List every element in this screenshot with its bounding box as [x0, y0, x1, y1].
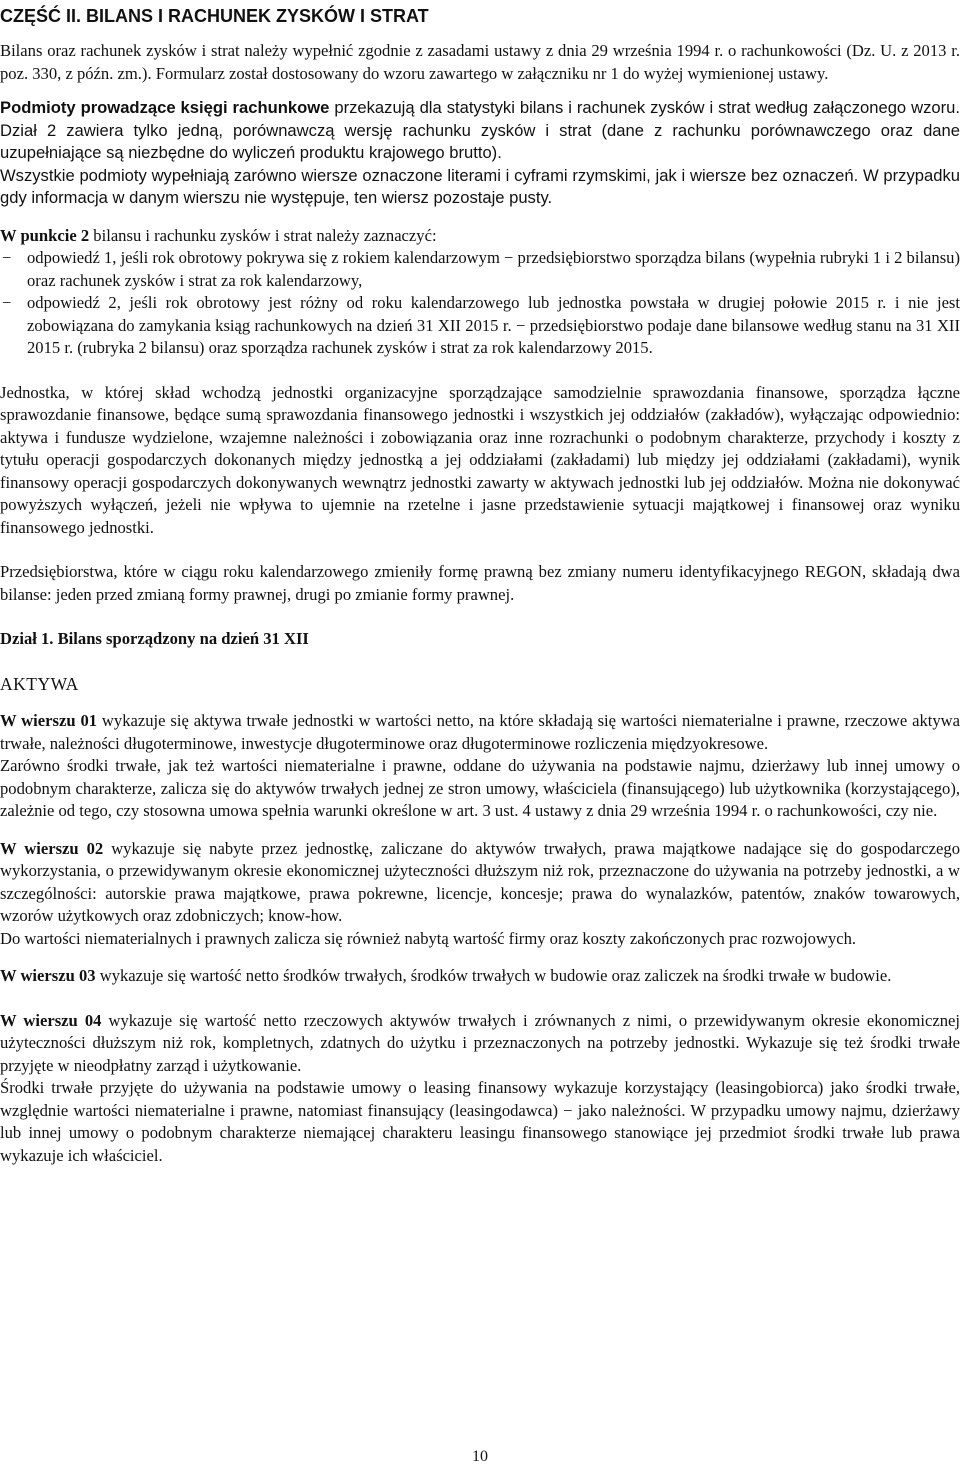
- row02-text: wykazuje się nabyte przez jednostkę, zaliczane do aktywów trwałych, prawa majątkowe nadające się do gospodarczego wykorzystania, o przewidywanym okresie ekonomicznej użyteczności dłuższym niż rok, przeznaczone do używania na potrzeby jednostki, a w szczególności: autorskie prawa majątkowe, prawa pokrewne, licencje, koncesje; prawa do wynalazków, patentów, znaków towarowych, wzorów użytkowych oraz zdobniczych; know-how.: [0, 838, 960, 925]
- row04-lead: W wierszu 04: [0, 1010, 102, 1030]
- reporting-lead: Podmioty prowadzące księgi rachunkowe: [0, 98, 330, 117]
- page-title: CZĘŚĆ II. BILANS I RACHUNEK ZYSKÓW I STRAT: [0, 6, 429, 26]
- row04-text: wykazuje się wartość netto rzeczowych aktywów trwałych i zrównanych z nimi, o przewidywanym okresie ekonomicznej użyteczności dłuższym niż rok, kompletnych, zdatnych do użytku i przeznaczonych na potrzeby jednostki. Wykazuje się też środki trwałe przyjęte w nieodpłatny zarząd i użytkowanie.: [0, 1010, 960, 1075]
- point2-paragraph: [0, 225, 960, 248]
- section-heading: Dział 1. Bilans sporządzony na dzień 31 XII: [0, 629, 309, 648]
- dash-bullet-icon: −: [2, 248, 12, 267]
- reporting-sans-text: przekazują dla statystyki bilans i rachunek zysków i strat według załączonego wzoru.: [329, 98, 960, 117]
- row01-paragraph: [0, 710, 960, 755]
- answer-list: [0, 247, 960, 360]
- legal-form-paragraph: Przedsiębiorstwa, które w ciągu roku kalendarzowego zmieniły formę prawną bez zmiany numeru identyfikacyjnego REGON, składają dwa bilanse: jeden przed zmianą formy prawnej, drugi po zmianie formy prawnej.: [0, 562, 960, 604]
- list-item-text: odpowiedź 1, jeśli rok obrotowy pokrywa się z rokiem kalendarzowym − przedsiębiorstwo sporządza bilans (wypełnia rubryki 1 i 2 bilansu) oraz rachunek zysków i strat za rok kalendarzowy,: [27, 248, 960, 290]
- row04-paragraph: [0, 1010, 960, 1078]
- row02-lead: W wierszu 02: [0, 838, 104, 858]
- row04-paragraph-2: Środki trwałe przyjęte do używania na podstawie umowy o leasing finansowy wykazuje korzystający (leasingobiorca) jako środki trwałe, względnie wartości niematerialne i prawne, natomiast finansujący (leasingodawca) − jako należności. W przypadku umowy najmu, dzierżawy lub innej umowy o podobnym charakterze niemającej charakteru leasingu finansowego stanowiące jej przedmiot środki trwałe lub prawa wykazuje ich właściciel.: [0, 1078, 960, 1165]
- intro-paragraph: Bilans oraz rachunek zysków i strat należy wypełnić zgodnie z zasadami ustawy z dnia 29 września 1994 r. o rachunkowości (Dz. U. z 2013 r. poz. 330, z późn. zm.). Formularz został dostosowany do wzoru zawartego w załączniku nr 1 do wyżej wymienionej ustawy.: [0, 41, 960, 83]
- list-item-text: odpowiedź 2, jeśli rok obrotowy jest różny od roku kalendarzowego lub jednostka powstała w drugiej połowie 2015 r. i nie jest zobowiązana do zamykania ksiąg rachunkowych na dzień 31 XII 2015 r. − przedsiębiorstwo podaje dane bilansowe według stanu na 31 XII 2015 r. (rubryka 2 bilansu) oraz sporządza rachunek zysków i strat za rok kalendarzowy 2015.: [27, 293, 960, 357]
- row03-lead: W wierszu 03: [0, 966, 96, 985]
- consolidation-paragraph: Jednostka, w której skład wchodzą jednostki organizacyjne sporządzające samodzielnie sprawozdania finansowe, sporządza łączne sprawozdanie finansowe, będące sumą sprawozdania finansowego jednostki i wszystkich jej oddziałów (zakładów), wyłączając odpowiednio: aktywa i fundusze wydzielone, wzajemne należności i zobowiązania oraz inne rozrachunki o podobnym charakterze, przychody i koszty z tytułu operacji gospodarczych dokonanych między jednostką a jej oddziałami (zakładami) lub między jej oddziałami (zakładami), wynik finansowy operacji gospodarczych dokonywanych wewnątrz jednostki zawarty w aktywach jednostki lub jej oddziałów. Można nie dokonywać powyższych wyłączeń, jeżeli nie wpływa to ujemnie na rzetelne i jasne przedstawienie sytuacji majątkowej i finansowej oraz wyniku finansowego jednostki.: [0, 382, 960, 537]
- row02-paragraph-2: Do wartości niematerialnych i prawnych zalicza się również nabytą wartość firmy oraz koszty zakończonych prac rozwojowych.: [0, 928, 857, 948]
- row03-text: wykazuje się wartość netto środków trwałych, środków trwałych w budowie oraz zaliczek na środki trwałe w budowie.: [95, 966, 892, 985]
- reporting-paragraph: [0, 97, 960, 165]
- rows-paragraph: Wszystkie podmioty wypełniają zarówno wiersze oznaczone literami i cyframi rzymskimi, jak i wiersze bez oznaczeń. W przypadku gdy informacja w danym wierszu nie występuje, ten wiersz pozostaje pusty.: [0, 165, 960, 207]
- page-number: 10: [472, 1448, 488, 1465]
- list-item: [0, 247, 960, 292]
- row02-paragraph: [0, 838, 960, 928]
- document-content: [0, 4, 960, 1167]
- row01-lead: W wierszu 01: [0, 711, 98, 730]
- list-item: [0, 292, 960, 360]
- point2-text: bilansu i rachunku zysków i strat należy zaznaczyć:: [89, 225, 437, 245]
- assets-heading: AKTYWA: [0, 673, 79, 694]
- row01-text: wykazuje się aktywa trwałe jednostki w wartości netto, na które składają się wartości niematerialne i prawne, rzeczowe aktywa trwałe, należności długoterminowe, inwestycje długoterminowe oraz długoterminowe rozliczenia międzyokresowe.: [0, 711, 960, 753]
- point2-lead: W punkcie 2: [0, 225, 90, 245]
- reporting-text: Dział 2 zawiera tylko jedną, porównawczą wersję rachunku zysków i strat (dane z rachunku porównawczego oraz dane uzupełniające są niezbędne do wyliczeń produktu krajowego brutto).: [0, 120, 960, 162]
- dash-bullet-icon: −: [2, 293, 12, 312]
- row03-paragraph: [0, 965, 960, 988]
- row01-paragraph-2: Zarówno środki trwałe, jak też wartości niematerialne i prawne, oddane do używania na podstawie najmu, dzierżawy lub innej umowy o podobnym charakterze, zalicza się do aktywów trwałych jednej ze stron umowy, właściciela (finansującego) lub użytkownika (korzystającego), zależnie od tego, czy stosowna umowa spełnia warunki określone w art. 3 ust. 4 ustawy z dnia 29 września 1994 r. o rachunkowości, czy nie.: [0, 756, 960, 820]
